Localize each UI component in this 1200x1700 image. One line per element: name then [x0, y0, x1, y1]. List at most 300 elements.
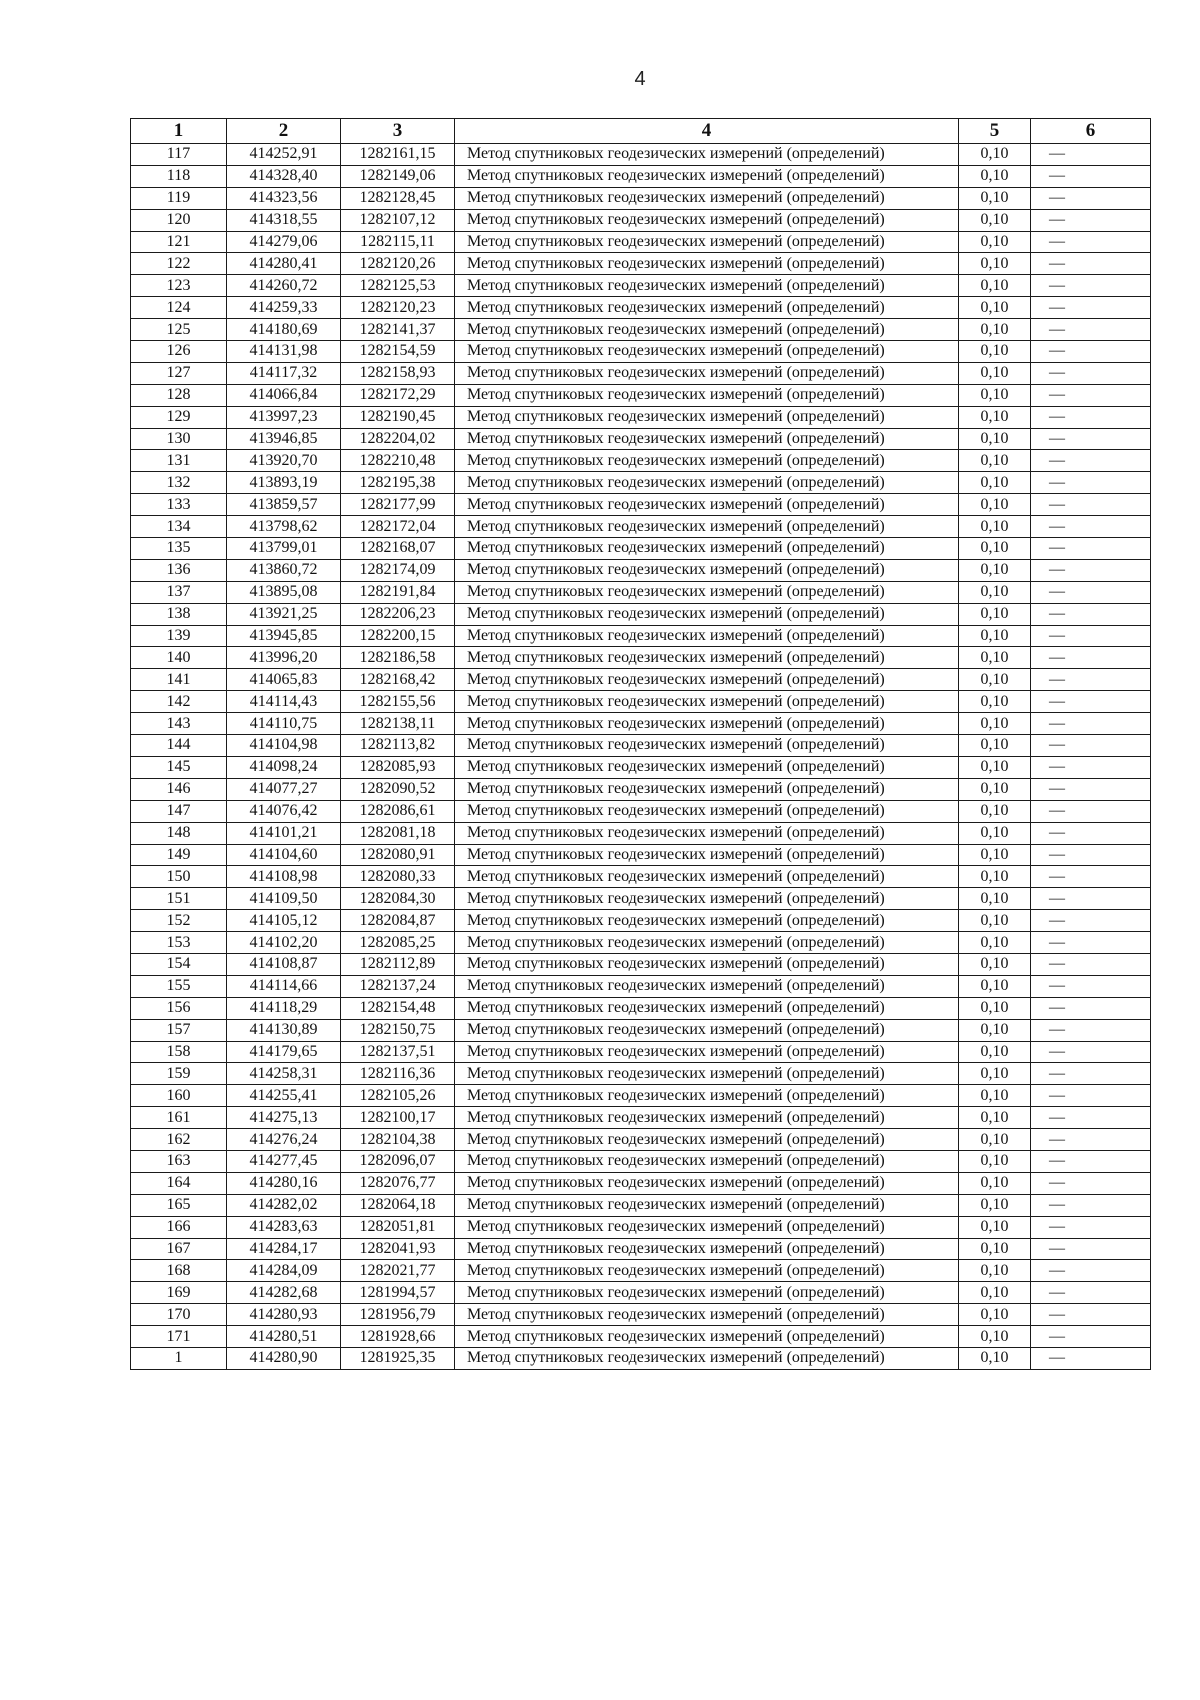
- method-cell: Метод спутниковых геодезических измерений (определений): [455, 472, 959, 494]
- point-number-cell: 119: [131, 187, 227, 209]
- note-cell: —: [1031, 144, 1151, 166]
- accuracy-cell: 0,10: [959, 165, 1031, 187]
- accuracy-cell: 0,10: [959, 297, 1031, 319]
- column-header: 2: [227, 119, 341, 144]
- x-coordinate-cell: 414260,72: [227, 275, 341, 297]
- y-coordinate-cell: 1282115,11: [341, 231, 455, 253]
- x-coordinate-cell: 413920,70: [227, 450, 341, 472]
- y-coordinate-cell: 1282125,53: [341, 275, 455, 297]
- method-cell: Метод спутниковых геодезических измерений (определений): [455, 406, 959, 428]
- accuracy-cell: 0,10: [959, 406, 1031, 428]
- accuracy-cell: 0,10: [959, 1150, 1031, 1172]
- method-cell: Метод спутниковых геодезических измерений (определений): [455, 581, 959, 603]
- point-number-cell: 136: [131, 559, 227, 581]
- note-cell: —: [1031, 253, 1151, 275]
- y-coordinate-cell: 1282105,26: [341, 1085, 455, 1107]
- column-header: 3: [341, 119, 455, 144]
- table-row: [131, 494, 1151, 516]
- note-cell: —: [1031, 1085, 1151, 1107]
- accuracy-cell: 0,10: [959, 888, 1031, 910]
- y-coordinate-cell: 1282155,56: [341, 691, 455, 713]
- y-coordinate-cell: 1282177,99: [341, 494, 455, 516]
- x-coordinate-cell: 414105,12: [227, 910, 341, 932]
- x-coordinate-cell: 414275,13: [227, 1107, 341, 1129]
- method-cell: Метод спутниковых геодезических измерений (определений): [455, 975, 959, 997]
- x-coordinate-cell: 414104,98: [227, 735, 341, 757]
- note-cell: —: [1031, 209, 1151, 231]
- table-row: [131, 997, 1151, 1019]
- table-row: [131, 866, 1151, 888]
- x-coordinate-cell: 414077,27: [227, 778, 341, 800]
- y-coordinate-cell: 1282041,93: [341, 1238, 455, 1260]
- method-cell: Метод спутниковых геодезических измерений (определений): [455, 144, 959, 166]
- x-coordinate-cell: 414280,90: [227, 1347, 341, 1369]
- accuracy-cell: 0,10: [959, 822, 1031, 844]
- point-number-cell: 137: [131, 581, 227, 603]
- accuracy-cell: 0,10: [959, 756, 1031, 778]
- x-coordinate-cell: 414280,41: [227, 253, 341, 275]
- note-cell: —: [1031, 1150, 1151, 1172]
- point-number-cell: 166: [131, 1216, 227, 1238]
- table-row: [131, 209, 1151, 231]
- x-coordinate-cell: 414108,98: [227, 866, 341, 888]
- y-coordinate-cell: 1282172,29: [341, 384, 455, 406]
- table-row: [131, 341, 1151, 363]
- y-coordinate-cell: 1282168,07: [341, 538, 455, 560]
- method-cell: Метод спутниковых геодезических измерений (определений): [455, 319, 959, 341]
- point-number-cell: 128: [131, 384, 227, 406]
- x-coordinate-cell: 414280,16: [227, 1172, 341, 1194]
- note-cell: —: [1031, 691, 1151, 713]
- point-number-cell: 155: [131, 975, 227, 997]
- method-cell: Метод спутниковых геодезических измерений (определений): [455, 713, 959, 735]
- y-coordinate-cell: 1282064,18: [341, 1194, 455, 1216]
- method-cell: Метод спутниковых геодезических измерений (определений): [455, 1260, 959, 1282]
- table-row: [131, 888, 1151, 910]
- note-cell: —: [1031, 1282, 1151, 1304]
- y-coordinate-cell: 1282191,84: [341, 581, 455, 603]
- y-coordinate-cell: 1282104,38: [341, 1129, 455, 1151]
- column-header: 6: [1031, 119, 1151, 144]
- table-row: [131, 581, 1151, 603]
- point-number-cell: 164: [131, 1172, 227, 1194]
- note-cell: —: [1031, 975, 1151, 997]
- point-number-cell: 154: [131, 953, 227, 975]
- table-row: [131, 384, 1151, 406]
- table-row: [131, 559, 1151, 581]
- accuracy-cell: 0,10: [959, 866, 1031, 888]
- point-number-cell: 121: [131, 231, 227, 253]
- accuracy-cell: 0,10: [959, 209, 1031, 231]
- accuracy-cell: 0,10: [959, 559, 1031, 581]
- x-coordinate-cell: 414255,41: [227, 1085, 341, 1107]
- method-cell: Метод спутниковых геодезических измерений (определений): [455, 538, 959, 560]
- accuracy-cell: 0,10: [959, 275, 1031, 297]
- y-coordinate-cell: 1282080,91: [341, 844, 455, 866]
- accuracy-cell: 0,10: [959, 1304, 1031, 1326]
- x-coordinate-cell: 413860,72: [227, 559, 341, 581]
- y-coordinate-cell: 1282084,30: [341, 888, 455, 910]
- point-number-cell: 158: [131, 1041, 227, 1063]
- y-coordinate-cell: 1282085,25: [341, 932, 455, 954]
- x-coordinate-cell: 413799,01: [227, 538, 341, 560]
- y-coordinate-cell: 1282154,48: [341, 997, 455, 1019]
- note-cell: —: [1031, 866, 1151, 888]
- table-row: [131, 275, 1151, 297]
- column-header: 1: [131, 119, 227, 144]
- accuracy-cell: 0,10: [959, 1347, 1031, 1369]
- table-row: [131, 1019, 1151, 1041]
- note-cell: —: [1031, 1216, 1151, 1238]
- note-cell: —: [1031, 362, 1151, 384]
- point-number-cell: 151: [131, 888, 227, 910]
- note-cell: —: [1031, 647, 1151, 669]
- table-row: [131, 800, 1151, 822]
- note-cell: —: [1031, 888, 1151, 910]
- point-number-cell: 122: [131, 253, 227, 275]
- coordinates-table: [130, 118, 1151, 1370]
- accuracy-cell: 0,10: [959, 341, 1031, 363]
- method-cell: Метод спутниковых геодезических измерений (определений): [455, 1172, 959, 1194]
- table-row: [131, 844, 1151, 866]
- point-number-cell: 143: [131, 713, 227, 735]
- method-cell: Метод спутниковых геодезических измерений (определений): [455, 647, 959, 669]
- y-coordinate-cell: 1282081,18: [341, 822, 455, 844]
- table-row: [131, 1216, 1151, 1238]
- table-row: [131, 472, 1151, 494]
- note-cell: —: [1031, 231, 1151, 253]
- y-coordinate-cell: 1282206,23: [341, 603, 455, 625]
- table-row: [131, 187, 1151, 209]
- x-coordinate-cell: 414076,42: [227, 800, 341, 822]
- method-cell: Метод спутниковых геодезических измерений (определений): [455, 844, 959, 866]
- note-cell: —: [1031, 384, 1151, 406]
- y-coordinate-cell: 1282090,52: [341, 778, 455, 800]
- x-coordinate-cell: 414109,50: [227, 888, 341, 910]
- table-row: [131, 625, 1151, 647]
- note-cell: —: [1031, 275, 1151, 297]
- method-cell: Метод спутниковых геодезических измерений (определений): [455, 450, 959, 472]
- note-cell: —: [1031, 1260, 1151, 1282]
- x-coordinate-cell: 414066,84: [227, 384, 341, 406]
- note-cell: —: [1031, 800, 1151, 822]
- method-cell: Метод спутниковых геодезических измерений (определений): [455, 1019, 959, 1041]
- note-cell: —: [1031, 297, 1151, 319]
- accuracy-cell: 0,10: [959, 231, 1031, 253]
- x-coordinate-cell: 413997,23: [227, 406, 341, 428]
- point-number-cell: 150: [131, 866, 227, 888]
- note-cell: —: [1031, 581, 1151, 603]
- table-row: [131, 144, 1151, 166]
- accuracy-cell: 0,10: [959, 1216, 1031, 1238]
- note-cell: —: [1031, 953, 1151, 975]
- y-coordinate-cell: 1282174,09: [341, 559, 455, 581]
- note-cell: —: [1031, 1129, 1151, 1151]
- table-row: [131, 406, 1151, 428]
- accuracy-cell: 0,10: [959, 932, 1031, 954]
- table-row: [131, 735, 1151, 757]
- x-coordinate-cell: 414318,55: [227, 209, 341, 231]
- y-coordinate-cell: 1282161,15: [341, 144, 455, 166]
- accuracy-cell: 0,10: [959, 494, 1031, 516]
- method-cell: Метод спутниковых геодезических измерений (определений): [455, 297, 959, 319]
- note-cell: —: [1031, 1019, 1151, 1041]
- y-coordinate-cell: 1281928,66: [341, 1326, 455, 1348]
- note-cell: —: [1031, 516, 1151, 538]
- point-number-cell: 132: [131, 472, 227, 494]
- table-body: [131, 144, 1151, 1370]
- accuracy-cell: 0,10: [959, 1238, 1031, 1260]
- table-row: [131, 910, 1151, 932]
- table-row: [131, 603, 1151, 625]
- accuracy-cell: 0,10: [959, 472, 1031, 494]
- table-row: [131, 428, 1151, 450]
- x-coordinate-cell: 414280,51: [227, 1326, 341, 1348]
- x-coordinate-cell: 414102,20: [227, 932, 341, 954]
- method-cell: Метод спутниковых геодезических измерений (определений): [455, 778, 959, 800]
- table-row: [131, 1347, 1151, 1369]
- accuracy-cell: 0,10: [959, 975, 1031, 997]
- method-cell: Метод спутниковых геодезических измерений (определений): [455, 1216, 959, 1238]
- x-coordinate-cell: 414117,32: [227, 362, 341, 384]
- method-cell: Метод спутниковых геодезических измерений (определений): [455, 1194, 959, 1216]
- note-cell: —: [1031, 472, 1151, 494]
- y-coordinate-cell: 1282150,75: [341, 1019, 455, 1041]
- note-cell: —: [1031, 341, 1151, 363]
- y-coordinate-cell: 1282112,89: [341, 953, 455, 975]
- table-row: [131, 669, 1151, 691]
- note-cell: —: [1031, 997, 1151, 1019]
- accuracy-cell: 0,10: [959, 713, 1031, 735]
- table-row: [131, 713, 1151, 735]
- point-number-cell: 161: [131, 1107, 227, 1129]
- accuracy-cell: 0,10: [959, 1172, 1031, 1194]
- y-coordinate-cell: 1282128,45: [341, 187, 455, 209]
- method-cell: Метод спутниковых геодезических измерений (определений): [455, 953, 959, 975]
- note-cell: —: [1031, 538, 1151, 560]
- y-coordinate-cell: 1282138,11: [341, 713, 455, 735]
- y-coordinate-cell: 1282204,02: [341, 428, 455, 450]
- method-cell: Метод спутниковых геодезических измерений (определений): [455, 822, 959, 844]
- accuracy-cell: 0,10: [959, 1282, 1031, 1304]
- y-coordinate-cell: 1282113,82: [341, 735, 455, 757]
- x-coordinate-cell: 414282,02: [227, 1194, 341, 1216]
- accuracy-cell: 0,10: [959, 953, 1031, 975]
- note-cell: —: [1031, 1326, 1151, 1348]
- point-number-cell: 131: [131, 450, 227, 472]
- accuracy-cell: 0,10: [959, 253, 1031, 275]
- point-number-cell: 142: [131, 691, 227, 713]
- accuracy-cell: 0,10: [959, 1063, 1031, 1085]
- y-coordinate-cell: 1282168,42: [341, 669, 455, 691]
- accuracy-cell: 0,10: [959, 603, 1031, 625]
- point-number-cell: 152: [131, 910, 227, 932]
- note-cell: —: [1031, 1194, 1151, 1216]
- point-number-cell: 167: [131, 1238, 227, 1260]
- point-number-cell: 148: [131, 822, 227, 844]
- point-number-cell: 149: [131, 844, 227, 866]
- note-cell: —: [1031, 778, 1151, 800]
- x-coordinate-cell: 414118,29: [227, 997, 341, 1019]
- page-number: 4: [634, 68, 646, 90]
- point-number-cell: 118: [131, 165, 227, 187]
- method-cell: Метод спутниковых геодезических измерений (определений): [455, 1304, 959, 1326]
- note-cell: —: [1031, 494, 1151, 516]
- accuracy-cell: 0,10: [959, 319, 1031, 341]
- x-coordinate-cell: 414101,21: [227, 822, 341, 844]
- y-coordinate-cell: 1282154,59: [341, 341, 455, 363]
- y-coordinate-cell: 1282210,48: [341, 450, 455, 472]
- table-row: [131, 450, 1151, 472]
- note-cell: —: [1031, 844, 1151, 866]
- x-coordinate-cell: 414252,91: [227, 144, 341, 166]
- method-cell: Метод спутниковых геодезических измерений (определений): [455, 1041, 959, 1063]
- point-number-cell: 157: [131, 1019, 227, 1041]
- note-cell: —: [1031, 910, 1151, 932]
- point-number-cell: 145: [131, 756, 227, 778]
- method-cell: Метод спутниковых геодезических измерений (определений): [455, 735, 959, 757]
- table-row: [131, 1326, 1151, 1348]
- table-row: [131, 1172, 1151, 1194]
- point-number-cell: 140: [131, 647, 227, 669]
- table-row: [131, 538, 1151, 560]
- x-coordinate-cell: 414110,75: [227, 713, 341, 735]
- point-number-cell: 147: [131, 800, 227, 822]
- table-row: [131, 822, 1151, 844]
- point-number-cell: 126: [131, 341, 227, 363]
- note-cell: —: [1031, 559, 1151, 581]
- y-coordinate-cell: 1282200,15: [341, 625, 455, 647]
- note-cell: —: [1031, 187, 1151, 209]
- point-number-cell: 120: [131, 209, 227, 231]
- point-number-cell: 130: [131, 428, 227, 450]
- y-coordinate-cell: 1282190,45: [341, 406, 455, 428]
- point-number-cell: 138: [131, 603, 227, 625]
- method-cell: Метод спутниковых геодезических измерений (определений): [455, 603, 959, 625]
- table-row: [131, 1238, 1151, 1260]
- y-coordinate-cell: 1282096,07: [341, 1150, 455, 1172]
- point-number-cell: 133: [131, 494, 227, 516]
- point-number-cell: 135: [131, 538, 227, 560]
- x-coordinate-cell: 414284,17: [227, 1238, 341, 1260]
- y-coordinate-cell: 1281994,57: [341, 1282, 455, 1304]
- method-cell: Метод спутниковых геодезических измерений (определений): [455, 1238, 959, 1260]
- point-number-cell: 144: [131, 735, 227, 757]
- x-coordinate-cell: 413946,85: [227, 428, 341, 450]
- accuracy-cell: 0,10: [959, 647, 1031, 669]
- note-cell: —: [1031, 756, 1151, 778]
- y-coordinate-cell: 1282085,93: [341, 756, 455, 778]
- x-coordinate-cell: 414277,45: [227, 1150, 341, 1172]
- method-cell: Метод спутниковых геодезических измерений (определений): [455, 1150, 959, 1172]
- y-coordinate-cell: 1282076,77: [341, 1172, 455, 1194]
- point-number-cell: 127: [131, 362, 227, 384]
- note-cell: —: [1031, 1347, 1151, 1369]
- accuracy-cell: 0,10: [959, 581, 1031, 603]
- method-cell: Метод спутниковых геодезических измерений (определений): [455, 384, 959, 406]
- x-coordinate-cell: 414284,09: [227, 1260, 341, 1282]
- accuracy-cell: 0,10: [959, 778, 1031, 800]
- accuracy-cell: 0,10: [959, 516, 1031, 538]
- table-row: [131, 165, 1151, 187]
- method-cell: Метод спутниковых геодезических измерений (определений): [455, 341, 959, 363]
- point-number-cell: 139: [131, 625, 227, 647]
- accuracy-cell: 0,10: [959, 625, 1031, 647]
- table-row: [131, 1194, 1151, 1216]
- method-cell: Метод спутниковых геодезических измерений (определений): [455, 559, 959, 581]
- point-number-cell: 163: [131, 1150, 227, 1172]
- method-cell: Метод спутниковых геодезических измерений (определений): [455, 866, 959, 888]
- point-number-cell: 171: [131, 1326, 227, 1348]
- table-row: [131, 1129, 1151, 1151]
- method-cell: Метод спутниковых геодезических измерений (определений): [455, 691, 959, 713]
- table-row: [131, 1304, 1151, 1326]
- method-cell: Метод спутниковых геодезических измерений (определений): [455, 494, 959, 516]
- x-coordinate-cell: 413996,20: [227, 647, 341, 669]
- accuracy-cell: 0,10: [959, 384, 1031, 406]
- y-coordinate-cell: 1282021,77: [341, 1260, 455, 1282]
- y-coordinate-cell: 1282137,51: [341, 1041, 455, 1063]
- x-coordinate-cell: 414131,98: [227, 341, 341, 363]
- table-row: [131, 1063, 1151, 1085]
- accuracy-cell: 0,10: [959, 450, 1031, 472]
- x-coordinate-cell: 414114,43: [227, 691, 341, 713]
- point-number-cell: 160: [131, 1085, 227, 1107]
- point-number-cell: 1: [131, 1347, 227, 1369]
- y-coordinate-cell: 1282116,36: [341, 1063, 455, 1085]
- method-cell: Метод спутниковых геодезических измерений (определений): [455, 165, 959, 187]
- note-cell: —: [1031, 932, 1151, 954]
- note-cell: —: [1031, 1107, 1151, 1129]
- table-row: [131, 253, 1151, 275]
- x-coordinate-cell: 413895,08: [227, 581, 341, 603]
- accuracy-cell: 0,10: [959, 800, 1031, 822]
- accuracy-cell: 0,10: [959, 1129, 1031, 1151]
- note-cell: —: [1031, 165, 1151, 187]
- accuracy-cell: 0,10: [959, 910, 1031, 932]
- table-row: [131, 647, 1151, 669]
- method-cell: Метод спутниковых геодезических измерений (определений): [455, 756, 959, 778]
- y-coordinate-cell: 1282120,26: [341, 253, 455, 275]
- point-number-cell: 156: [131, 997, 227, 1019]
- x-coordinate-cell: 414276,24: [227, 1129, 341, 1151]
- note-cell: —: [1031, 406, 1151, 428]
- x-coordinate-cell: 414258,31: [227, 1063, 341, 1085]
- x-coordinate-cell: 413798,62: [227, 516, 341, 538]
- note-cell: —: [1031, 822, 1151, 844]
- y-coordinate-cell: 1281956,79: [341, 1304, 455, 1326]
- x-coordinate-cell: 414179,65: [227, 1041, 341, 1063]
- x-coordinate-cell: 414104,60: [227, 844, 341, 866]
- note-cell: —: [1031, 735, 1151, 757]
- method-cell: Метод спутниковых геодезических измерений (определений): [455, 1326, 959, 1348]
- y-coordinate-cell: 1282141,37: [341, 319, 455, 341]
- method-cell: Метод спутниковых геодезических измерений (определений): [455, 231, 959, 253]
- note-cell: —: [1031, 450, 1151, 472]
- method-cell: Метод спутниковых геодезических измерений (определений): [455, 1282, 959, 1304]
- point-number-cell: 153: [131, 932, 227, 954]
- method-cell: Метод спутниковых геодезических измерений (определений): [455, 1063, 959, 1085]
- accuracy-cell: 0,10: [959, 669, 1031, 691]
- y-coordinate-cell: 1282086,61: [341, 800, 455, 822]
- y-coordinate-cell: 1282084,87: [341, 910, 455, 932]
- table-row: [131, 778, 1151, 800]
- y-coordinate-cell: 1282149,06: [341, 165, 455, 187]
- accuracy-cell: 0,10: [959, 997, 1031, 1019]
- y-coordinate-cell: 1282186,58: [341, 647, 455, 669]
- point-number-cell: 170: [131, 1304, 227, 1326]
- y-coordinate-cell: 1282107,12: [341, 209, 455, 231]
